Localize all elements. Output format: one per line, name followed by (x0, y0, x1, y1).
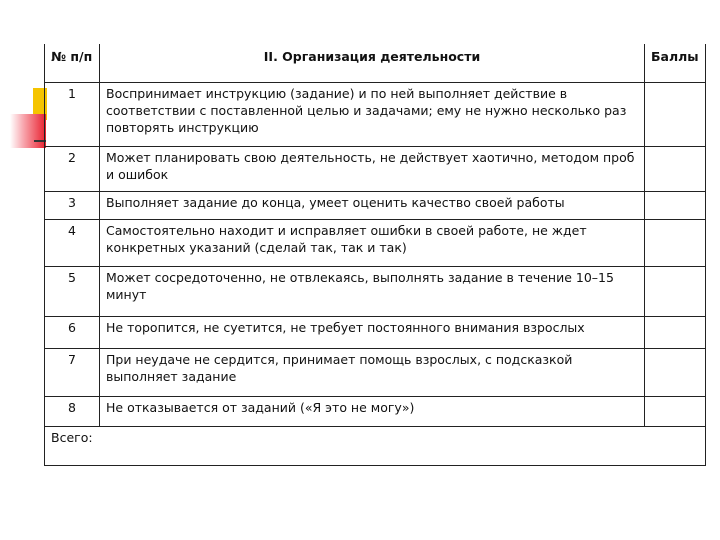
row-score-cell[interactable] (645, 147, 706, 192)
total-label: Всего: (45, 427, 706, 466)
row-score-cell[interactable] (645, 192, 706, 220)
row-number: 3 (45, 192, 100, 220)
header-score: Баллы (645, 44, 706, 83)
activity-organization-table (44, 44, 706, 466)
table-row (45, 147, 706, 192)
row-number: 4 (45, 220, 100, 267)
row-number: 8 (45, 397, 100, 427)
row-score-cell[interactable] (645, 220, 706, 267)
table-row (45, 349, 706, 397)
row-score-cell[interactable] (645, 317, 706, 349)
row-number: 1 (45, 83, 100, 147)
row-score-cell[interactable] (645, 397, 706, 427)
total-row (45, 427, 706, 466)
table-row (45, 317, 706, 349)
header-number: № п/п (45, 44, 100, 83)
row-number: 7 (45, 349, 100, 397)
table-header (45, 44, 706, 83)
row-score-cell[interactable] (645, 83, 706, 147)
row-text: Может планировать свою деятельность, не действует хаотично, методом проб и ошибок (100, 147, 645, 192)
row-text: Самостоятельно находит и исправляет ошибки в своей работе, не ждет конкретных указаний (сделай так, так и так) (100, 220, 645, 267)
row-text: Воспринимает инструкцию (задание) и по ней выполняет действие в соответствии с поставленной целью и задачами; ему не нужно несколько раз повторять инструкцию (100, 83, 645, 147)
row-number: 2 (45, 147, 100, 192)
header-title: II. Организация деятельности (100, 44, 645, 83)
row-number: 5 (45, 267, 100, 317)
row-text: Не торопится, не суетится, не требует постоянного внимания взрослых (100, 317, 645, 349)
row-text: Может сосредоточенно, не отвлекаясь, выполнять задание в течение 10–15 минут (100, 267, 645, 317)
table-row (45, 220, 706, 267)
row-text: Выполняет задание до конца, умеет оценить качество своей работы (100, 192, 645, 220)
row-score-cell[interactable] (645, 349, 706, 397)
table-row (45, 192, 706, 220)
table-row (45, 397, 706, 427)
row-score-cell[interactable] (645, 267, 706, 317)
row-text: Не отказывается от заданий («Я это не могу») (100, 397, 645, 427)
row-text: При неудаче не сердится, принимает помощь взрослых, с подсказкой выполняет задание (100, 349, 645, 397)
table-row (45, 267, 706, 317)
decorative-red-square (10, 114, 46, 148)
row-number: 6 (45, 317, 100, 349)
table-row (45, 83, 706, 147)
